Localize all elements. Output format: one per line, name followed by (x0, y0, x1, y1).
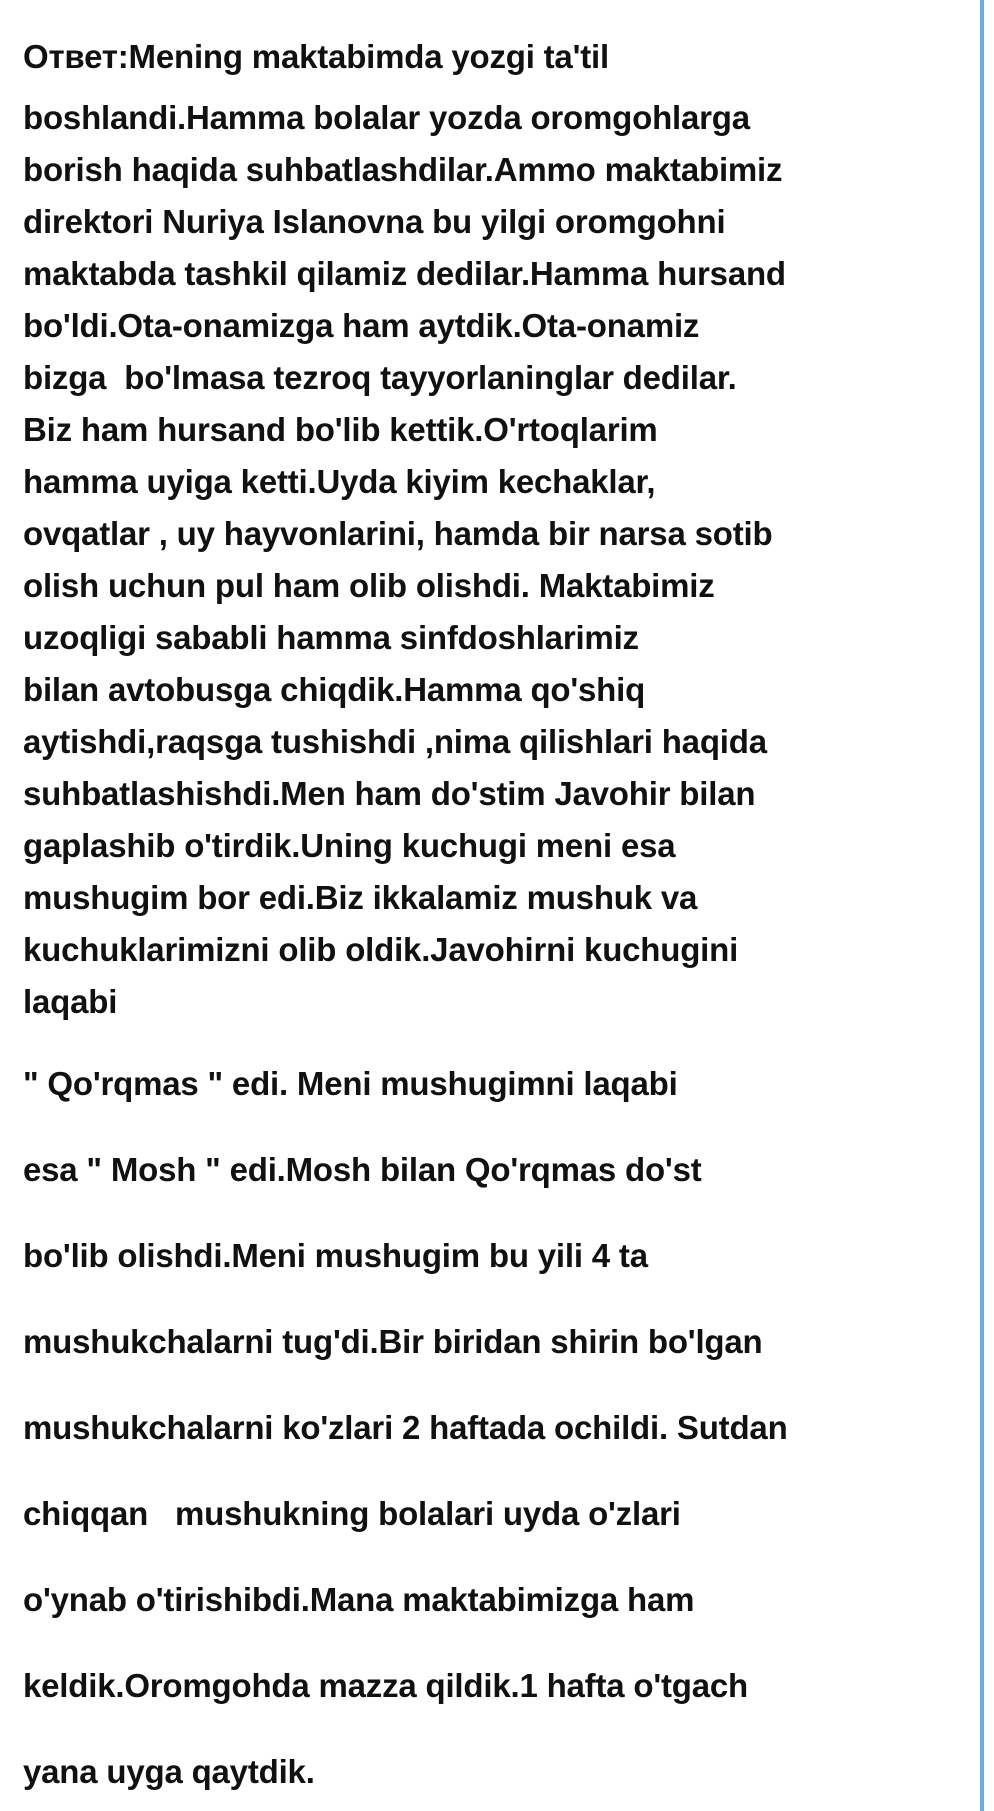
answer-line: Biz ham hursand bo'lib kettik.O'rtoqlarim (23, 411, 658, 448)
answer-line: maktabda tashkil qilamiz dedilar.Hamma hursand (23, 255, 786, 292)
answer-line: " Qo'rqmas " edi. Meni mushugimni laqabi (23, 1065, 678, 1102)
answer-line: bo'lib olishdi.Meni mushugim bu yili 4 ta (23, 1237, 648, 1274)
answer-line: mushukchalarni tug'di.Bir biridan shirin bo'lgan (23, 1323, 763, 1360)
answer-line: uzoqligi sababli hamma sinfdoshlarimiz (23, 619, 639, 656)
edge-stripe (980, 0, 984, 1811)
answer-line: borish haqida suhbatlashdilar.Ammo maktabimiz (23, 151, 783, 188)
answer-line: suhbatlashishdi.Men ham do'stim Javohir bilan (23, 775, 756, 812)
answer-line: hamma uyiga ketti.Uyda kiyim kechaklar, (23, 463, 656, 500)
answer-line: chiqqan mushukning bolalari uyda o'zlari (23, 1495, 681, 1532)
right-edge-bar (978, 0, 994, 1811)
answer-line: o'ynab o'tirishibdi.Mana maktabimizga ham (23, 1581, 695, 1618)
answer-line: ovqatlar , uy hayvonlarini, hamda bir narsa sotib (23, 515, 773, 552)
answer-line: mushugim bor edi.Biz ikkalamiz mushuk va (23, 879, 698, 916)
answer-line: direktori Nuriya Islanovna bu yilgi oromgohni (23, 203, 726, 240)
answer-line: kuchuklarimizni olib oldik.Javohirni kuchugini (23, 931, 739, 968)
answer-line: bilan avtobusga chiqdik.Hamma qo'shiq (23, 671, 646, 708)
answer-line: laqabi (23, 983, 118, 1020)
answer-line: aytishdi,raqsga tushishdi ,nima qilishlari haqida (23, 723, 767, 760)
answer-line: keldik.Oromgohda mazza qildik.1 hafta o'tgach (23, 1667, 748, 1704)
answer-line: boshlandi.Hamma bolalar yozda oromgohlarga (23, 99, 750, 136)
answer-line: mushukchalarni ko'zlari 2 haftada ochildi. Sutdan (23, 1409, 788, 1446)
answer-line: gaplashib o'tirdik.Uning kuchugi meni esa (23, 827, 676, 864)
answer-line: esa " Mosh " edi.Mosh bilan Qo'rqmas do'st (23, 1151, 702, 1188)
answer-line: yana uyga qaytdik. (23, 1753, 315, 1790)
answer-line: Ответ:Mening maktabimda yozgi ta'til (23, 38, 609, 75)
answer-line: bo'ldi.Ota-onamizga ham aytdik.Ota-onamiz (23, 307, 700, 344)
answer-line: olish uchun pul ham olib olishdi. Maktabimiz (23, 567, 715, 604)
answer-line: bizga bo'lmasa tezroq tayyorlaninglar dedilar. (23, 359, 737, 396)
